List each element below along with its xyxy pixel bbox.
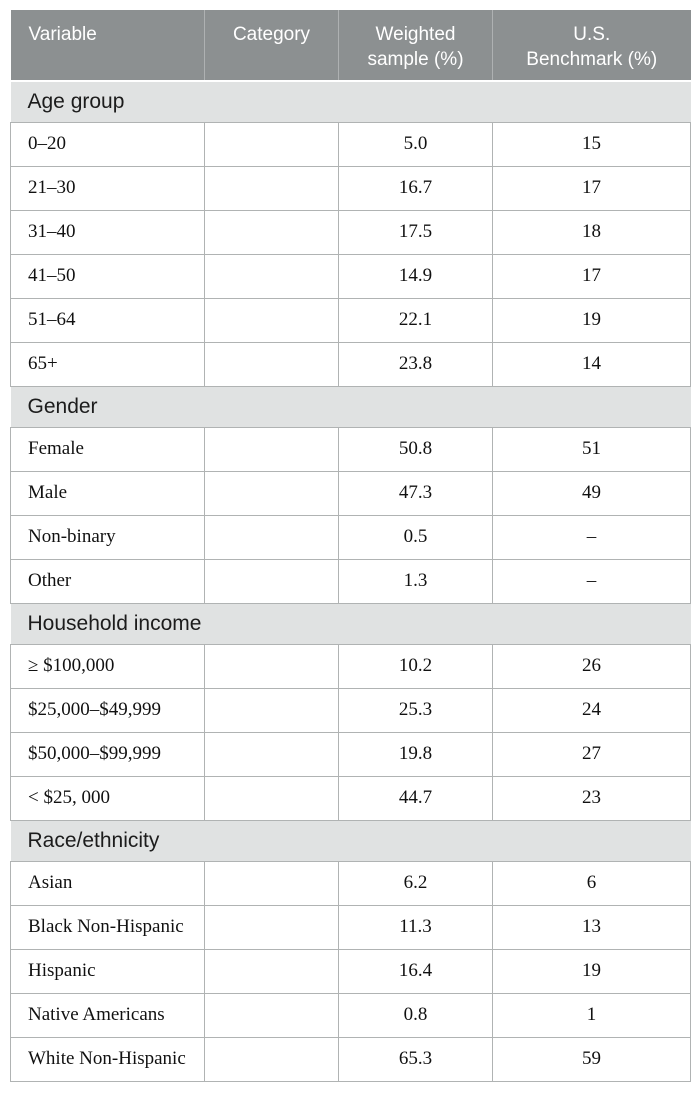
cell-benchmark: 49: [493, 471, 691, 515]
cell-weighted: 23.8: [339, 342, 493, 386]
section-title: Race/ethnicity: [11, 820, 691, 861]
cell-category: [205, 471, 339, 515]
cell-variable: ≥ $100,000: [11, 644, 205, 688]
cell-category: [205, 776, 339, 820]
cell-weighted: 5.0: [339, 122, 493, 166]
col-header-benchmark-line2: Benchmark (%): [526, 49, 658, 70]
table-row: [11, 122, 691, 166]
cell-variable: 31–40: [11, 210, 205, 254]
section-row-race-ethnicity: [11, 820, 691, 861]
section-title: Household income: [11, 603, 691, 644]
cell-weighted: 11.3: [339, 905, 493, 949]
cell-variable: Asian: [11, 861, 205, 905]
table-row: [11, 1037, 691, 1081]
cell-variable: $50,000–$99,999: [11, 732, 205, 776]
table-row: [11, 166, 691, 210]
table-row: [11, 471, 691, 515]
table-row: [11, 515, 691, 559]
table-row: [11, 861, 691, 905]
cell-weighted: 65.3: [339, 1037, 493, 1081]
cell-category: [205, 122, 339, 166]
cell-variable: < $25, 000: [11, 776, 205, 820]
cell-category: [205, 166, 339, 210]
cell-variable: Other: [11, 559, 205, 603]
cell-variable: Native Americans: [11, 993, 205, 1037]
cell-benchmark: 19: [493, 298, 691, 342]
cell-category: [205, 427, 339, 471]
cell-category: [205, 515, 339, 559]
cell-benchmark: 17: [493, 166, 691, 210]
cell-weighted: 16.4: [339, 949, 493, 993]
cell-variable: Male: [11, 471, 205, 515]
demographics-table: [10, 10, 691, 1082]
table-row: [11, 905, 691, 949]
table-row: [11, 210, 691, 254]
cell-variable: $25,000–$49,999: [11, 688, 205, 732]
cell-category: [205, 342, 339, 386]
cell-weighted: 0.8: [339, 993, 493, 1037]
table-row: [11, 427, 691, 471]
cell-weighted: 19.8: [339, 732, 493, 776]
cell-weighted: 25.3: [339, 688, 493, 732]
table-row: [11, 559, 691, 603]
section-title: Age group: [11, 81, 691, 122]
col-header-weighted-line1: Weighted: [375, 24, 456, 45]
table-row: [11, 688, 691, 732]
cell-category: [205, 905, 339, 949]
col-header-variable-line1: Variable: [28, 24, 97, 45]
table-row: [11, 732, 691, 776]
cell-weighted: 50.8: [339, 427, 493, 471]
cell-benchmark: 26: [493, 644, 691, 688]
section-row-age-group: [11, 81, 691, 122]
section-row-household-income: [11, 603, 691, 644]
table-row: [11, 644, 691, 688]
cell-weighted: 17.5: [339, 210, 493, 254]
cell-category: [205, 298, 339, 342]
cell-category: [205, 993, 339, 1037]
section-row-gender: [11, 386, 691, 427]
cell-benchmark: 14: [493, 342, 691, 386]
cell-benchmark: 27: [493, 732, 691, 776]
cell-benchmark: 1: [493, 993, 691, 1037]
cell-variable: 21–30: [11, 166, 205, 210]
cell-benchmark: –: [493, 515, 691, 559]
header-row: [11, 10, 691, 81]
col-header-benchmark-line1: U.S.: [573, 24, 611, 45]
cell-weighted: 16.7: [339, 166, 493, 210]
cell-variable: 41–50: [11, 254, 205, 298]
cell-variable: Hispanic: [11, 949, 205, 993]
col-header-weighted-sample: [339, 10, 493, 81]
cell-variable: 65+: [11, 342, 205, 386]
cell-benchmark: 59: [493, 1037, 691, 1081]
cell-variable: Black Non-Hispanic: [11, 905, 205, 949]
table-row: [11, 993, 691, 1037]
cell-benchmark: 18: [493, 210, 691, 254]
cell-benchmark: 6: [493, 861, 691, 905]
cell-variable: Non-binary: [11, 515, 205, 559]
cell-category: [205, 688, 339, 732]
table-row: [11, 949, 691, 993]
col-header-us-benchmark: [493, 10, 691, 81]
table-row: [11, 298, 691, 342]
table-row: [11, 342, 691, 386]
cell-benchmark: 19: [493, 949, 691, 993]
table-row: [11, 776, 691, 820]
cell-category: [205, 949, 339, 993]
cell-category: [205, 559, 339, 603]
cell-variable: White Non-Hispanic: [11, 1037, 205, 1081]
cell-weighted: 10.2: [339, 644, 493, 688]
cell-category: [205, 861, 339, 905]
cell-category: [205, 210, 339, 254]
cell-category: [205, 1037, 339, 1081]
cell-weighted: 1.3: [339, 559, 493, 603]
col-header-category-line1: Category: [232, 24, 311, 45]
cell-benchmark: –: [493, 559, 691, 603]
cell-variable: Female: [11, 427, 205, 471]
cell-variable: 51–64: [11, 298, 205, 342]
cell-benchmark: 23: [493, 776, 691, 820]
cell-category: [205, 644, 339, 688]
cell-weighted: 22.1: [339, 298, 493, 342]
col-header-category: [205, 10, 339, 81]
cell-benchmark: 15: [493, 122, 691, 166]
cell-weighted: 47.3: [339, 471, 493, 515]
cell-weighted: 6.2: [339, 861, 493, 905]
cell-weighted: 44.7: [339, 776, 493, 820]
table-row: [11, 254, 691, 298]
cell-weighted: 14.9: [339, 254, 493, 298]
cell-benchmark: 17: [493, 254, 691, 298]
col-header-variable: [11, 10, 205, 81]
cell-variable: 0–20: [11, 122, 205, 166]
cell-category: [205, 732, 339, 776]
cell-category: [205, 254, 339, 298]
cell-weighted: 0.5: [339, 515, 493, 559]
section-title: Gender: [11, 386, 691, 427]
cell-benchmark: 51: [493, 427, 691, 471]
col-header-weighted-line2: sample (%): [367, 49, 464, 70]
cell-benchmark: 24: [493, 688, 691, 732]
cell-benchmark: 13: [493, 905, 691, 949]
